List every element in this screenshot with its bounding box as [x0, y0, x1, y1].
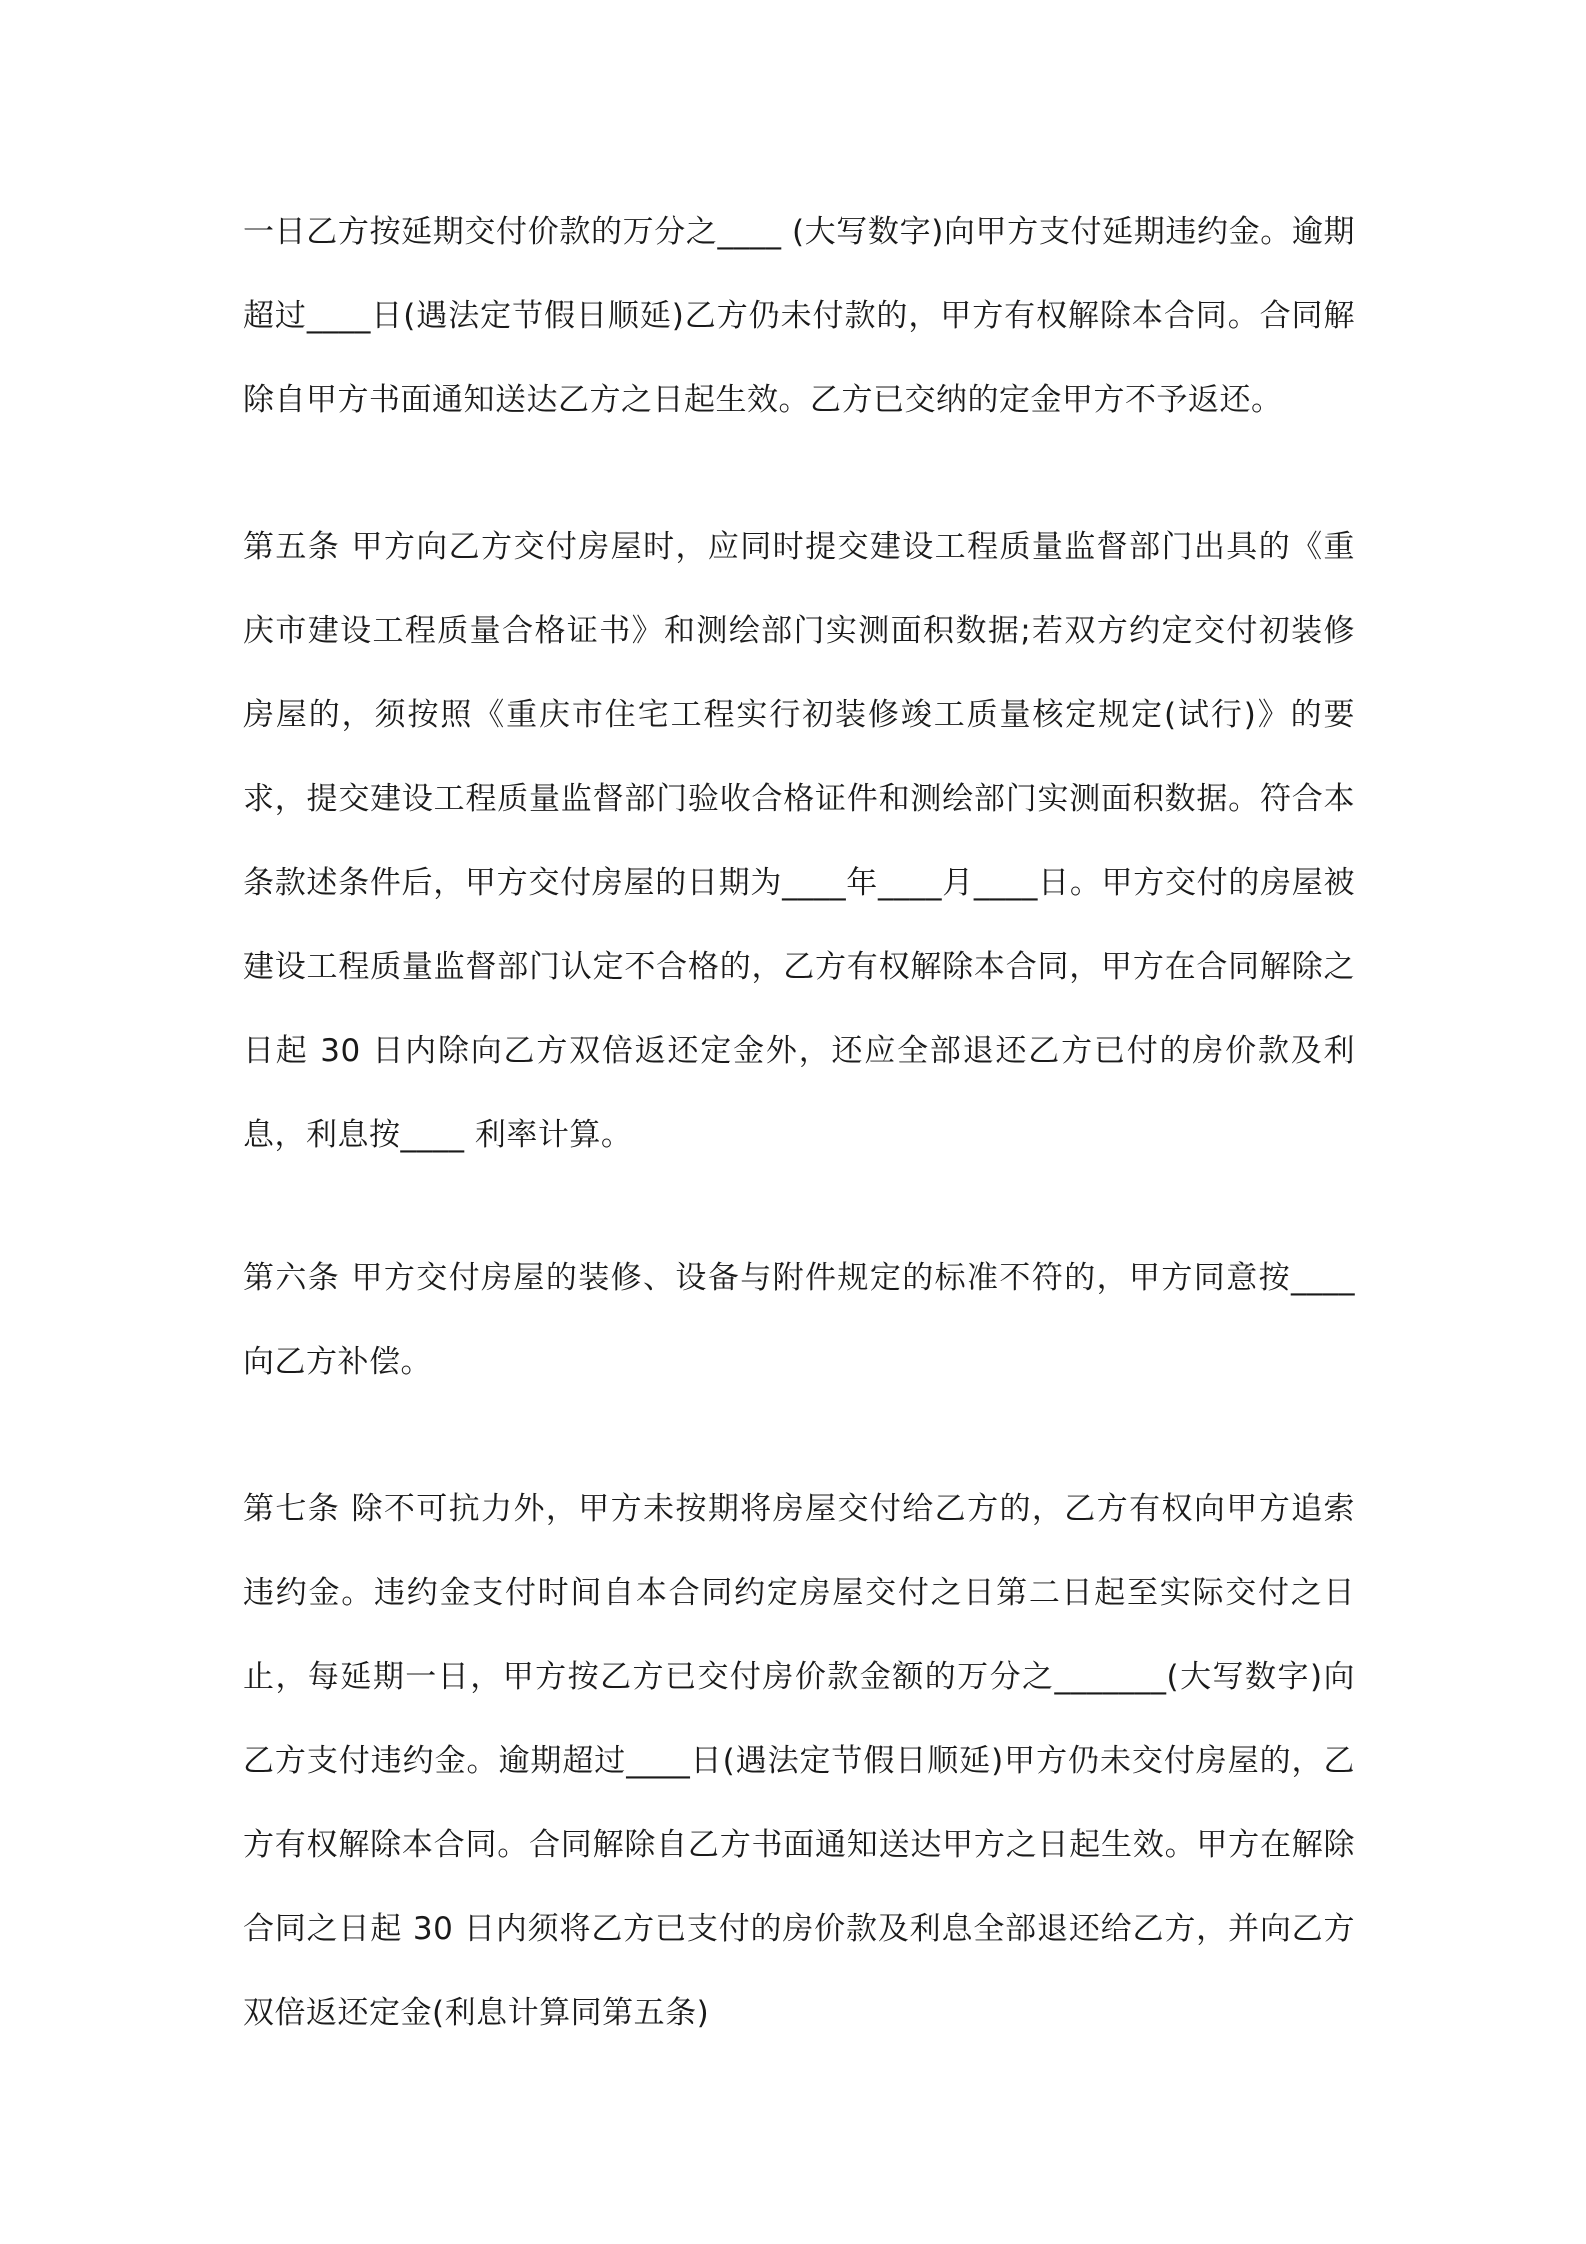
- paragraph-payment-delay-penalty: 一日乙方按延期交付价款的万分之____ (大写数字)向甲方支付延期违约金。逾期超过____日(遇法定节假日顺延)乙方仍未付款的，甲方有权解除本合同。合同解除自甲方书面通知送达乙方之日起生效。乙方已交纳的定金甲方不予返还。: [243, 214, 1355, 418]
- paragraph-article-6: 第六条 甲方交付房屋的装修、设备与附件规定的标准不符的，甲方同意按____向乙方补偿。: [243, 1260, 1355, 1380]
- paragraph-article-5: 第五条 甲方向乙方交付房屋时，应同时提交建设工程质量监督部门出具的《重庆市建设工程质量合格证书》和测绘部门实测面积数据;若双方约定交付初装修房屋的，须按照《重庆市住宅工程实行初装修竣工质量核定规定(试行)》的要求，提交建设工程质量监督部门验收合格证件和测绘部门实测面积数据。符合本条款述条件后，甲方交付房屋的日期为____年____月____日。甲方交付的房屋被建设工程质量监督部门认定不合格的，乙方有权解除本合同，甲方在合同解除之日起 30 日内除向乙方双倍返还定金外，还应全部退还乙方已付的房价款及利息，利息按____ 利率计算。: [243, 529, 1355, 1153]
- paragraph-article-7: 第七条 除不可抗力外，甲方未按期将房屋交付给乙方的，乙方有权向甲方追索违约金。违约金支付时间自本合同约定房屋交付之日第二日起至实际交付之日止，每延期一日，甲方按乙方已交付房价款金额的万分之_______(大写数字)向乙方支付违约金。逾期超过____日(遇法定节假日顺延)甲方仍未交付房屋的，乙方有权解除本合同。合同解除自乙方书面通知送达甲方之日起生效。甲方在解除合同之日起 30 日内须将乙方已支付的房价款及利息全部退还给乙方，并向乙方双倍返还定金(利息计算同第五条): [243, 1491, 1355, 2031]
